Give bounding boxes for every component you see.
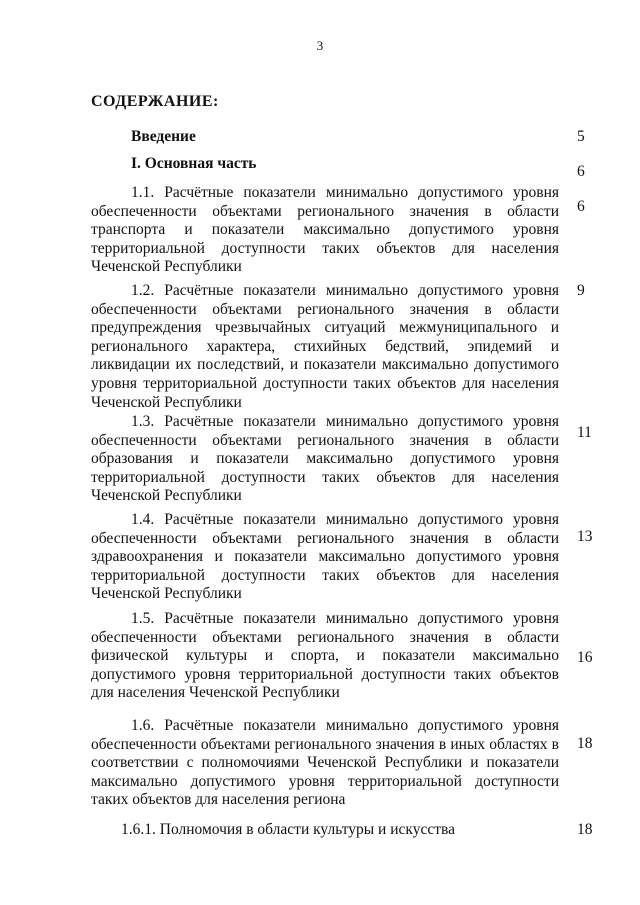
toc-page-number: 6	[577, 163, 585, 180]
toc-page-number: 9	[577, 282, 585, 299]
toc-page-number: 5	[577, 128, 585, 145]
toc-entry-1-6-1[interactable]	[91, 821, 559, 840]
toc-page-number: 18	[577, 735, 593, 752]
toc-title: СОДЕРЖАНИЕ:	[91, 93, 219, 110]
toc-entry-1-5[interactable]	[91, 610, 559, 703]
toc-entry-text: 1.5. Расчётные показатели минимально допустимого уровня обеспеченности объектами регионального значения в области физической культуры и спорта, и показатели максимально допустимого уровня территориальной доступности таких объектов для населения Чеченской Республики	[91, 610, 559, 702]
toc-entry-1-4[interactable]	[91, 511, 559, 604]
toc-entry-text: 1.3. Расчётные показатели минимально допустимого уровня обеспеченности объектами регионального значения в области образования и показатели максимально допустимого уровня территориальной доступности таких объектов для населения Чеченской Республики	[91, 413, 559, 505]
toc-entry-1-3[interactable]	[91, 413, 559, 506]
toc-entry-text: Введение	[131, 128, 196, 145]
toc-page-number: 13	[577, 528, 593, 545]
toc-entry-text: I. Основная часть	[131, 155, 257, 172]
toc-entry-text: 1.1. Расчётные показатели минимально допустимого уровня обеспеченности объектами регионального значения в области транспорта и показатели максимально допустимого уровня территориальной доступности таких объектов для населения Чеченской Республики	[91, 184, 559, 276]
toc-entry-main-part[interactable]	[131, 155, 551, 174]
toc-entry-1-6[interactable]	[91, 717, 559, 810]
toc-entry-1-2[interactable]	[91, 282, 559, 412]
toc-page-number: 16	[577, 649, 593, 666]
toc-entry-text: 1.4. Расчётные показатели минимально допустимого уровня обеспеченности объектами регионального значения в области здравоохранения и показатели максимально допустимого уровня территориальной доступности таких объектов для населения Чеченской Республики	[91, 511, 559, 603]
toc-page-number: 11	[577, 424, 592, 441]
toc-entry-text: 1.2. Расчётные показатели минимально допустимого уровня обеспеченности объектами регионального значения в области предупреждения чрезвычайных ситуаций межмуниципального и регионального характера, стихийных бедствий, эпидемий и ликвидации их последствий, и показатели максимально допустимого уровня территориальной доступности таких объектов для населения Чеченской Республики	[91, 282, 559, 411]
page-number: 3	[316, 38, 324, 53]
toc-entry-introduction[interactable]	[131, 128, 551, 147]
toc-page-number: 6	[577, 198, 585, 215]
toc-page-number: 18	[577, 821, 593, 838]
toc-entry-text: 1.6.1. Полномочия в области культуры и искусства	[121, 821, 455, 838]
toc-entry-1-1[interactable]	[91, 184, 559, 277]
toc-entry-text: 1.6. Расчётные показатели минимально допустимого уровня обеспеченности объектами регионального значения в иных областях в соответствии с полномочиями Чеченской Республики и показатели максимально допустимого уровня территориальной доступности таких объектов для населения региона	[91, 717, 559, 809]
